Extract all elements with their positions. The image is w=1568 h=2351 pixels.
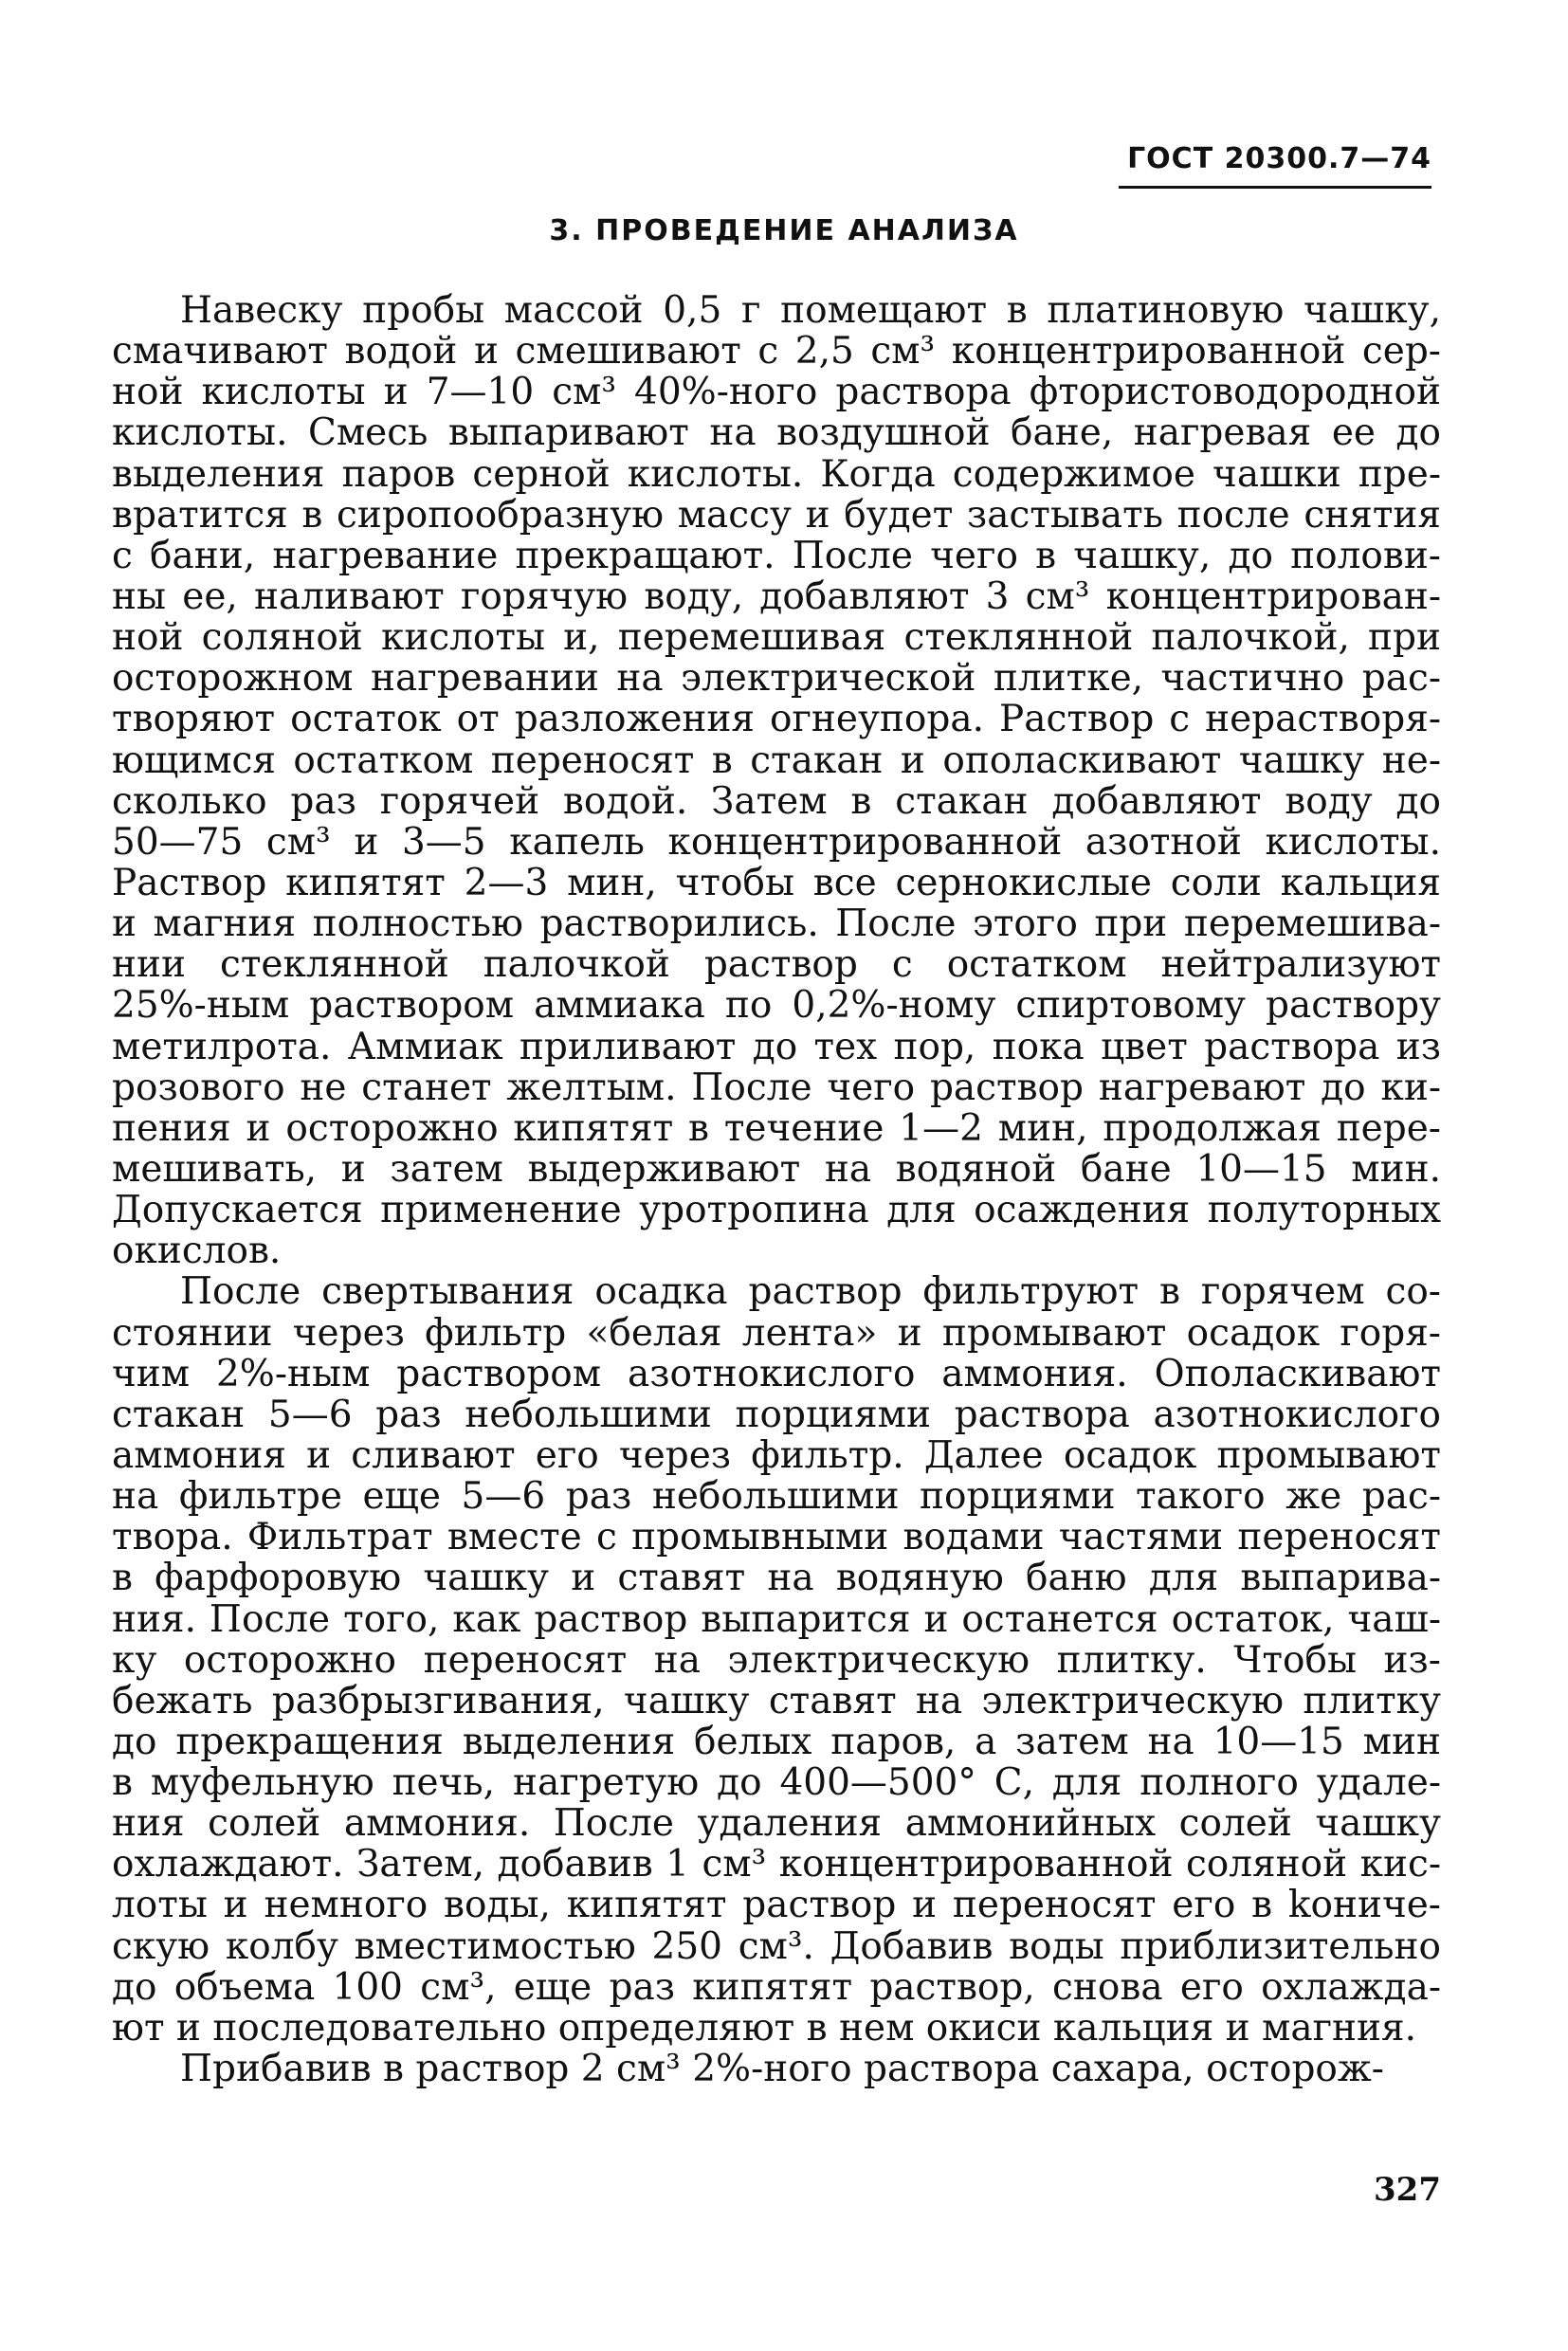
document-number: ГОСТ 20300.7—74 <box>1127 142 1431 175</box>
text-line: ку осторожно переносят на электрическую плитку. Чтобы из- <box>112 1638 1441 1682</box>
text-line: до объема 100 см³, еще раз кипятят раствор, снова его охлажда- <box>112 1965 1441 2009</box>
text-line: в фарфоровую чашку и ставят на водяную баню для выпарива- <box>112 1557 1441 1600</box>
text-line: с бани, нагревание прекращают. После чего в чашку, до полови- <box>112 534 1441 577</box>
text-line: выделения паров серной кислоты. Когда содержимое чашки пре- <box>112 452 1441 496</box>
text-line: сколько раз горячей водой. Затем в стакан добавляют воду до <box>112 779 1441 823</box>
page-number: 327 <box>1374 2171 1441 2209</box>
text-line: на фильтре еще 5—6 раз небольшими порциями такого же рас- <box>112 1475 1441 1519</box>
text-line: мешивать, и затем выдерживают на водяной бане 10—15 мин. <box>112 1147 1441 1191</box>
text-line: ны ее, наливают горячую воду, добавляют 3 см³ концентрирован- <box>112 574 1441 618</box>
text-line: 50—75 см³ и 3—5 капель концентрированной азотной кислоты. <box>112 820 1441 864</box>
text-line: до прекращения выделения белых паров, а затем на 10—15 мин <box>112 1720 1441 1763</box>
section-title: 3. ПРОВЕДЕНИЕ АНАЛИЗА <box>549 214 1019 247</box>
text-line: нии стеклянной палочкой раствор с остатком нейтрализуют <box>112 943 1441 987</box>
text-line: твора. Фильтрат вместе с промывными водами частями переносят <box>112 1516 1441 1559</box>
header-rule <box>1119 186 1431 189</box>
text-line: стакан 5—6 раз небольшими порциями раствора азотнокислого <box>112 1393 1441 1436</box>
text-line: ния. После того, как раствор выпарится и останется остаток, чаш- <box>112 1597 1441 1641</box>
text-line: аммония и сливают его через фильтр. Далее осадок промывают <box>112 1433 1441 1477</box>
text-line: охлаждают. Затем, добавив 1 см³ концентрированной соляной кис- <box>112 1843 1441 1886</box>
text-line: осторожном нагревании на электрической плитке, частично рас- <box>112 657 1441 701</box>
text-line: Прибавив в раствор 2 см³ 2%-ного раствора сахара, осторож- <box>180 2048 1384 2091</box>
text-line: Допускается применение уротропина для осаждения полуторных <box>112 1189 1441 1232</box>
text-line: ной кислоты и 7—10 см³ 40%-ного раствора фтористоводородной <box>112 371 1441 414</box>
text-line: ния солей аммония. После удаления аммонийных солей чашку <box>112 1802 1441 1846</box>
text-line: кислоты. Смесь выпаривают на воздушной бане, нагревая ее до <box>112 411 1441 455</box>
text-line: ют и последовательно определяют в нем окиси кальция и магния. <box>112 2006 1416 2050</box>
text-line: смачивают водой и смешивают с 2,5 см³ концентрированной сер- <box>112 330 1441 374</box>
text-line: в муфельную печь, нагретую до 400—500° С, для полного удале- <box>112 1761 1441 1805</box>
text-line: скую колбу вместимостью 250 см³. Добавив воды приблизительно <box>112 1924 1441 1968</box>
text-line: пения и осторожно кипятят в течение 1—2 мин, продолжая пере- <box>112 1106 1441 1150</box>
text-line: Раствор кипятят 2—3 мин, чтобы все сернокислые соли кальция <box>112 861 1441 904</box>
text-line: вратится в сиропообразную массу и будет застывать после снятия <box>112 493 1441 537</box>
text-line: метилрота. Аммиак приливают до тех пор, пока цвет раствора из <box>112 1025 1441 1068</box>
text-line: После свертывания осадка раствор фильтруют в горячем со- <box>180 1270 1441 1314</box>
text-line: лоты и немного воды, кипятят раствор и переносят его в koниче- <box>112 1884 1441 1927</box>
body-text <box>112 290 1441 2089</box>
text-line: Навеску пробы массой 0,5 г помещают в платиновую чашку, <box>180 289 1441 332</box>
text-line: чим 2%-ным раствором азотнокислого аммония. Ополаскивают <box>112 1352 1441 1395</box>
text-line: окислов. <box>112 1230 282 1273</box>
text-line: и магния полностью растворились. После этого при перемешива- <box>112 902 1441 946</box>
text-line: ной соляной кислоты и, перемешивая стеклянной палочкой, при <box>112 616 1441 660</box>
text-line: стоянии через фильтр «белая лента» и промывают осадок горя- <box>112 1311 1441 1355</box>
text-line: розового не станет желтым. После чего раствор нагревают до ки- <box>112 1066 1441 1109</box>
text-line: творяют остаток от разложения огнеупора. Раствор с нерастворя- <box>112 698 1441 741</box>
text-line: бежать разбрызгивания, чашку ставят на электрическую плитку <box>112 1679 1441 1722</box>
text-line: 25%-ным раствором аммиака по 0,2%-ному спиртовому раствору <box>112 984 1441 1028</box>
text-line: ющимся остатком переносят в стакан и ополаскивают чашку не- <box>112 738 1441 782</box>
